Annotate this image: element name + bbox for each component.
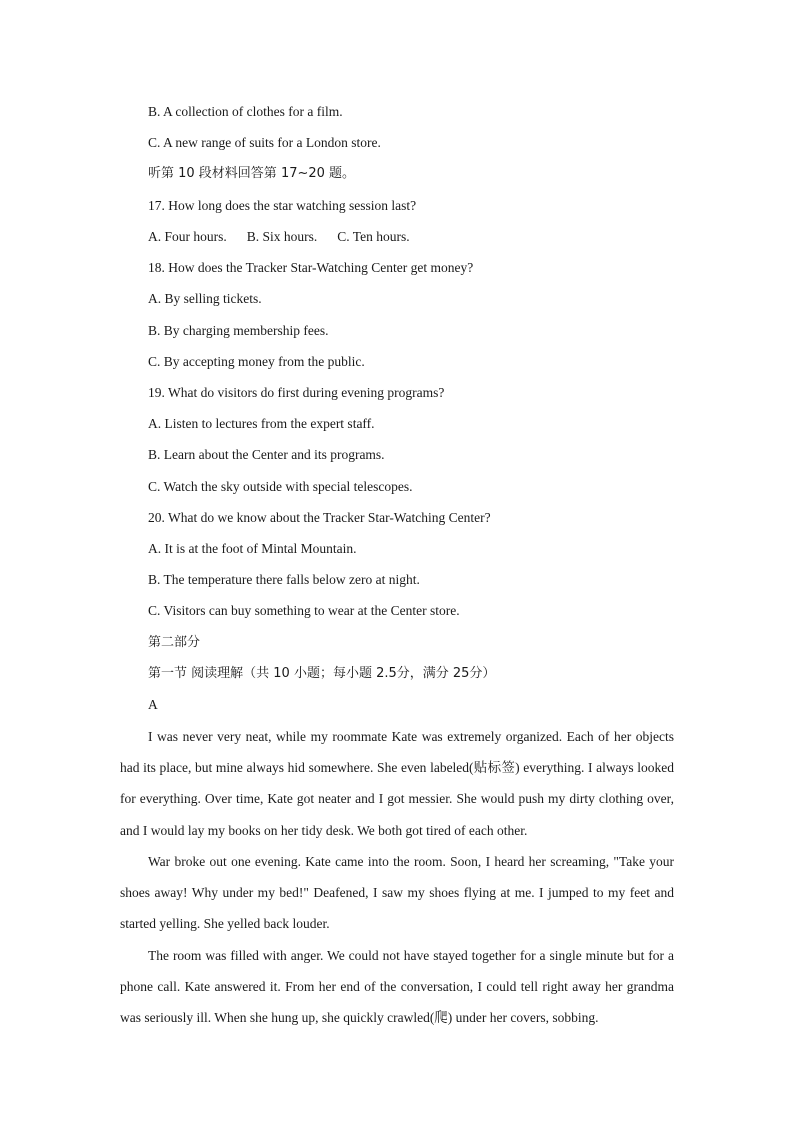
- q19-option-b: B. Learn about the Center and its programs.: [148, 447, 385, 462]
- passage-label: A: [148, 697, 158, 712]
- section-1-heading: 第一节 阅读理解（共 10 小题；每小题 2.5分，满分 25分）: [148, 666, 496, 681]
- part-2-heading: 第二部分: [148, 635, 201, 650]
- q18-option-a: A. By selling tickets.: [148, 291, 262, 306]
- q17-option-c: C. Ten hours.: [337, 229, 410, 244]
- passage-paragraph-3: The room was filled with anger. We could not have stayed together for a single minute but for a phone call. Kate answered it. From her end of the conversation, I could tell right away her grandma was seriously ill. When she hung up, she quickly crawled(爬) under her covers, sobbing.: [120, 948, 674, 1026]
- q20-option-c: C. Visitors can buy something to wear at the Center store.: [148, 603, 460, 618]
- q18-option-b: B. By charging membership fees.: [148, 323, 329, 338]
- q16-option-b: B. A collection of clothes for a film.: [148, 104, 343, 119]
- q17-option-b: B. Six hours.: [246, 229, 318, 244]
- q19-option-a: A. Listen to lectures from the expert staff.: [148, 416, 375, 431]
- q17-question: 17. How long does the star watching session last?: [148, 198, 417, 213]
- q18-option-c: C. By accepting money from the public.: [148, 354, 365, 369]
- q16-option-c: C. A new range of suits for a London store.: [148, 135, 381, 150]
- passage-paragraph-2: War broke out one evening. Kate came into the room. Soon, I heard her screaming, "Take your shoes away! Why under my bed!" Deafened, I saw my shoes flying at me. I jumped to my feet and started yelling. She yelled back louder.: [120, 854, 674, 932]
- q19-option-c: C. Watch the sky outside with special telescopes.: [148, 479, 413, 494]
- passage-paragraph-1: I was never very neat, while my roommate Kate was extremely organized. Each of her objects had its place, but mine always hid somewhere. She even labeled(贴标签) everything. I always looked for everything. Over time, Kate got neater and I got messier. She would push my dirty clothing over, and I would lay my books on her tidy desk. We both got tired of each other.: [120, 729, 674, 838]
- section-10-heading: 听第 10 段材料回答第 17~20 题。: [148, 166, 356, 181]
- q17-options: [148, 228, 410, 246]
- q20-question: 20. What do we know about the Tracker Star-Watching Center?: [148, 510, 491, 525]
- q18-question: 18. How does the Tracker Star-Watching Center get money?: [148, 260, 474, 275]
- q19-question: 19. What do visitors do first during evening programs?: [148, 385, 445, 400]
- q20-option-a: A. It is at the foot of Mintal Mountain.: [148, 541, 357, 556]
- q20-option-b: B. The temperature there falls below zero at night.: [148, 572, 420, 587]
- q17-option-a: A. Four hours.: [148, 229, 227, 244]
